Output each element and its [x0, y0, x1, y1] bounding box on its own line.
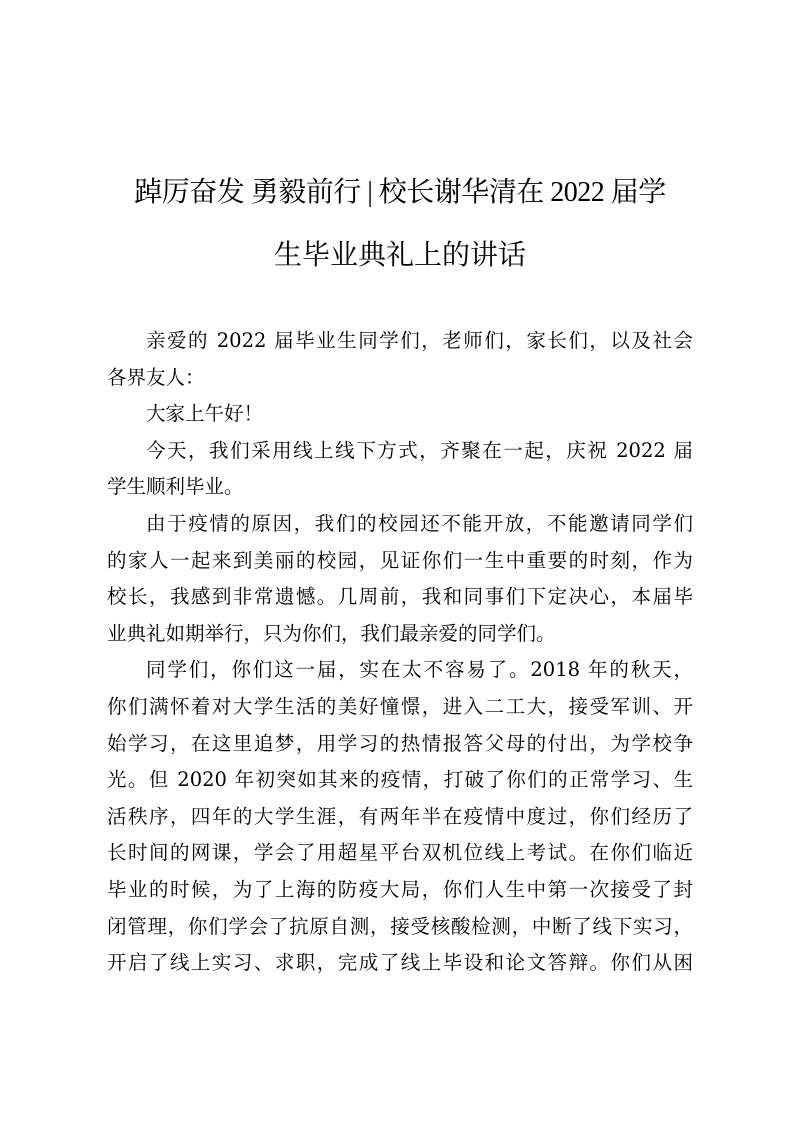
paragraph [107, 323, 693, 396]
document-title-line-2: 生毕业典礼上的讲话 [273, 240, 526, 271]
paragraph-line: 开启了线上实习、求职，完成了线上毕设和论文答辩。你们从困 [107, 951, 693, 975]
paragraph-line: 你们满怀着对大学生活的美好憧憬，进入二工大，接受军训、开 [107, 694, 693, 718]
paragraph-line: 闭管理，你们学会了抗原自测，接受核酸检测，中断了线下实习， [107, 914, 693, 938]
document-title-line-1: 踔厉奋发 勇毅前行 | 校长谢华清在 2022 届学 [134, 177, 666, 208]
paragraph-line: 校长，我感到非常遗憾。几周前，我和同事们下定决心，本届毕 [107, 585, 693, 609]
paragraph [107, 506, 693, 652]
paragraph-line: 光。但 2020 年初突如其来的疫情，打破了你们的正常学习、生 [107, 768, 693, 792]
paragraph [107, 652, 693, 981]
paragraph-line: 今天，我们采用线上线下方式，齐聚在一起，庆祝 2022 届 [146, 438, 693, 462]
paragraph-line: 毕业的时候，为了上海的防疫大局，你们人生中第一次接受了封 [107, 877, 693, 901]
paragraph-line: 同学们，你们这一届，实在太不容易了。2018 年的秋天， [146, 658, 693, 682]
paragraph-line: 长时间的网课，学会了用超星平台双机位线上考试。在你们临近 [107, 841, 693, 865]
paragraph-line: 由于疫情的原因，我们的校园还不能开放，不能邀请同学们 [146, 511, 693, 535]
paragraph-line: 学生顺利毕业。 [107, 475, 244, 499]
paragraph-line: 活秩序，四年的大学生涯，有两年半在疫情中度过，你们经历了 [107, 804, 693, 828]
paragraph-line: 大家上午好！ [146, 402, 264, 426]
paragraph [107, 433, 693, 506]
paragraph-line: 亲爱的 2022 届毕业生同学们，老师们，家长们，以及社会 [146, 329, 693, 352]
paragraph-line: 各界友人： [107, 365, 205, 389]
paragraph-line: 的家人一起来到美丽的校园，见证你们一生中重要的时刻，作为 [107, 548, 693, 572]
paragraph-line: 业典礼如期举行，只为你们，我们最亲爱的同学们。 [107, 621, 556, 645]
document-body [107, 323, 693, 982]
paragraph-line: 始学习，在这里追梦，用学习的热情报答父母的付出，为学校争 [107, 731, 693, 755]
paragraph [107, 396, 693, 433]
